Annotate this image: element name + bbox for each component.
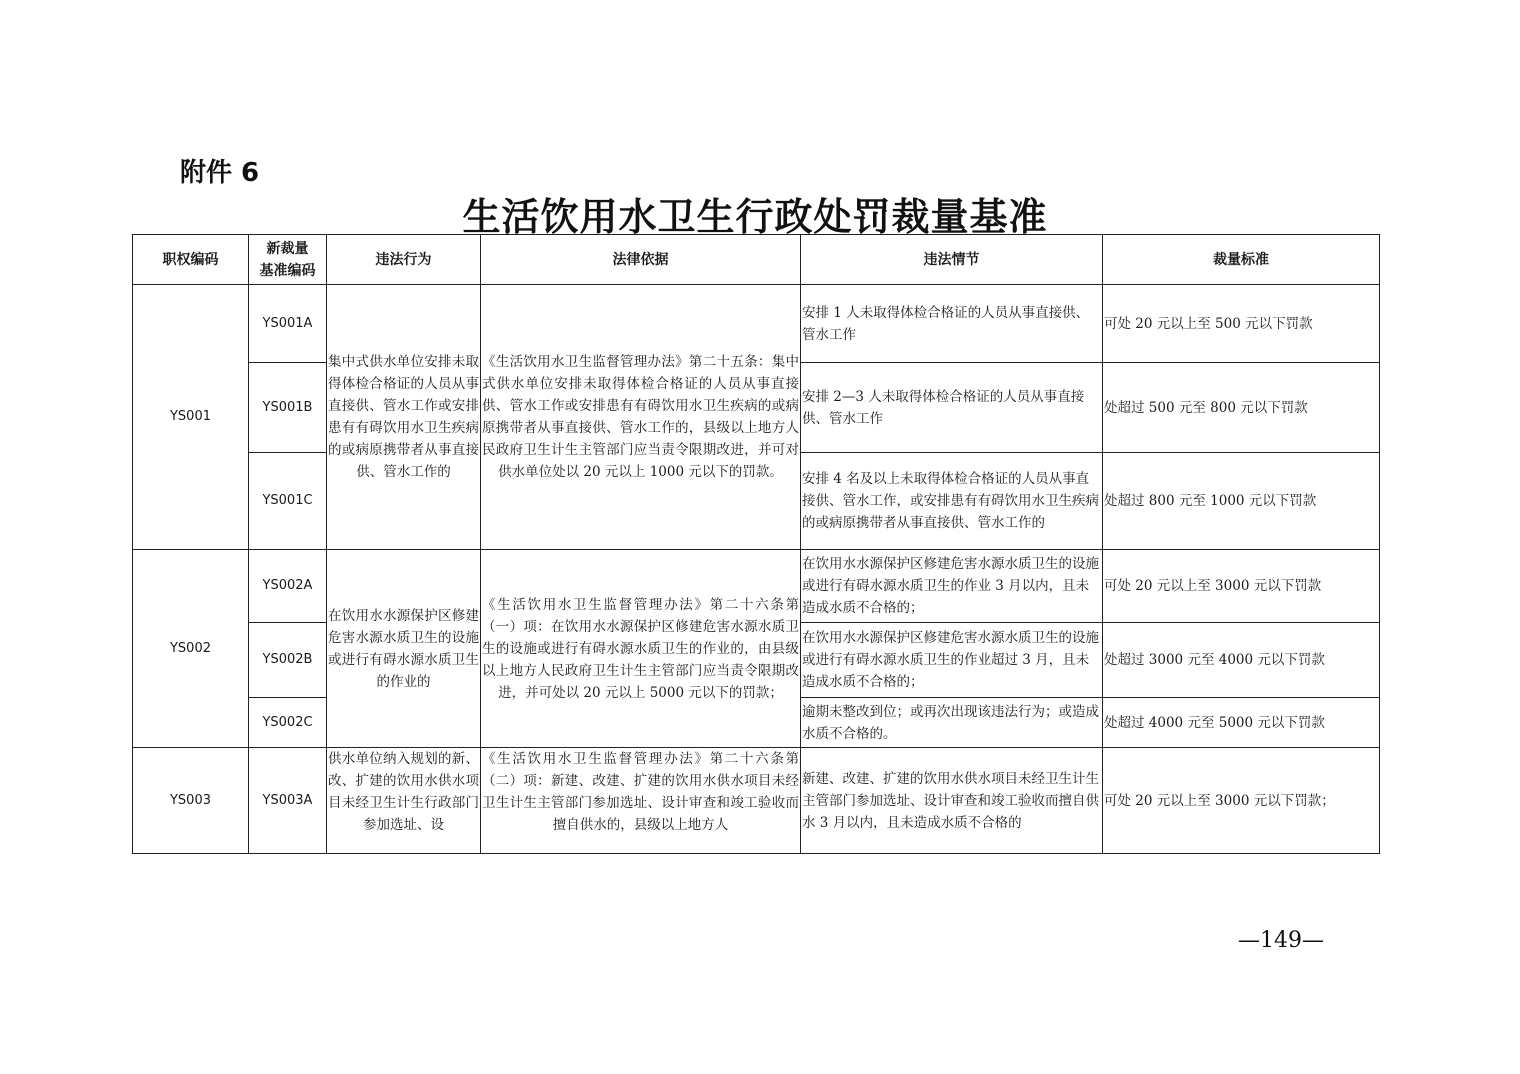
sub-code-cell: YS001B — [249, 363, 327, 453]
table-row — [133, 748, 1380, 854]
circumstance-cell: 安排 1 人未取得体检合格证的人员从事直接供、管水工作 — [801, 285, 1103, 363]
legal-basis-cell: 《生活饮用水卫生监督管理办法》第二十五条：集中式供水单位安排未取得体检合格证的人员从事直接供、管水工作或安排患有有碍饮用水卫生疾病的或病原携带者从事直接供、管水工作的，县级以上地方人民政府卫生计生主管部门应当责令限期改进，并可对供水单位处以 20 元以上 1000 元以下的罚款。 — [481, 285, 801, 550]
standard-cell: 可处 20 元以上至 3000 元以下罚款 — [1103, 550, 1380, 623]
col-header-new-code-line2: 基准编码 — [259, 262, 316, 279]
violation-cell — [327, 748, 481, 854]
attachment-label: 附件 6 — [180, 158, 260, 188]
sub-code-cell: YS001A — [249, 285, 327, 363]
table-row — [133, 550, 1380, 623]
document-title: 生活饮用水卫生行政处罚裁量基准 — [462, 194, 1048, 239]
legal-basis-text: 《生活饮用水卫生监督管理办法》第二十六条第（二）项：新建、改建、扩建的饮用水供水项目未经卫生计生主管部门参加选址、设计审查和竣工验收而擅自供水的，县级以上地方人 — [482, 751, 799, 833]
standard-cell: 处超过 800 元至 1000 元以下罚款 — [1103, 453, 1380, 550]
sub-code-cell: YS003A — [249, 748, 327, 854]
standard-cell: 处超过 4000 元至 5000 元以下罚款 — [1103, 698, 1380, 748]
violation-text: 供水单位纳入规划的新、改、扩建的饮用水供水项目未经卫生计生行政部门参加选址、设 — [328, 751, 479, 833]
col-header-new-code — [249, 235, 327, 285]
circumstance-cell: 在饮用水水源保护区修建危害水源水质卫生的设施或进行有碍水源水质卫生的作业 3 月以内，且未造成水质不合格的； — [801, 550, 1103, 623]
page-number: —149— — [1238, 928, 1324, 953]
legal-basis-cell — [481, 748, 801, 854]
authority-code-cell: YS002 — [133, 550, 249, 748]
standard-cell: 可处 20 元以上至 500 元以下罚款 — [1103, 285, 1380, 363]
legal-basis-cell: 《生活饮用水卫生监督管理办法》第二十六条第（一）项：在饮用水水源保护区修建危害水源水质卫生的设施或进行有碍水源水质卫生的作业的，由县级以上地方人民政府卫生计生主管部门应当责令限期改进，并可处以 20 元以上 5000 元以下的罚款； — [481, 550, 801, 748]
header-row — [133, 235, 1380, 285]
col-header-violation: 违法行为 — [327, 235, 481, 285]
sub-code-cell: YS001C — [249, 453, 327, 550]
violation-cell: 集中式供水单位安排未取得体检合格证的人员从事直接供、管水工作或安排患有有碍饮用水卫生疾病的或病原携带者从事直接供、管水工作的 — [327, 285, 481, 550]
penalty-discretion-table — [132, 234, 1380, 854]
circumstance-cell: 逾期未整改到位；或再次出现该违法行为；或造成水质不合格的。 — [801, 698, 1103, 748]
standard-cell: 处超过 3000 元至 4000 元以下罚款 — [1103, 623, 1380, 698]
circumstance-cell: 新建、改建、扩建的饮用水供水项目未经卫生计生主管部门参加选址、设计审查和竣工验收而擅自供水 3 月以内，且未造成水质不合格的 — [801, 748, 1103, 854]
circumstance-cell: 安排 2—3 人未取得体检合格证的人员从事直接供、管水工作 — [801, 363, 1103, 453]
col-header-new-code-line1: 新裁量 — [266, 240, 309, 257]
col-header-legal-basis: 法律依据 — [481, 235, 801, 285]
table-row — [133, 285, 1380, 363]
standard-cell: 可处 20 元以上至 3000 元以下罚款； — [1103, 748, 1380, 854]
col-header-authority-code: 职权编码 — [133, 235, 249, 285]
sub-code-cell: YS002B — [249, 623, 327, 698]
standard-cell: 处超过 500 元至 800 元以下罚款 — [1103, 363, 1380, 453]
col-header-circumstance: 违法情节 — [801, 235, 1103, 285]
authority-code-cell: YS001 — [133, 285, 249, 550]
circumstance-cell: 在饮用水水源保护区修建危害水源水质卫生的设施或进行有碍水源水质卫生的作业超过 3 月，且未造成水质不合格的； — [801, 623, 1103, 698]
sub-code-cell: YS002A — [249, 550, 327, 623]
circumstance-cell: 安排 4 名及以上未取得体检合格证的人员从事直接供、管水工作，或安排患有有碍饮用水卫生疾病的或病原携带者从事直接供、管水工作的 — [801, 453, 1103, 550]
sub-code-cell: YS002C — [249, 698, 327, 748]
violation-cell: 在饮用水水源保护区修建危害水源水质卫生的设施或进行有碍水源水质卫生的作业的 — [327, 550, 481, 748]
col-header-standard: 裁量标准 — [1103, 235, 1380, 285]
authority-code-cell: YS003 — [133, 748, 249, 854]
